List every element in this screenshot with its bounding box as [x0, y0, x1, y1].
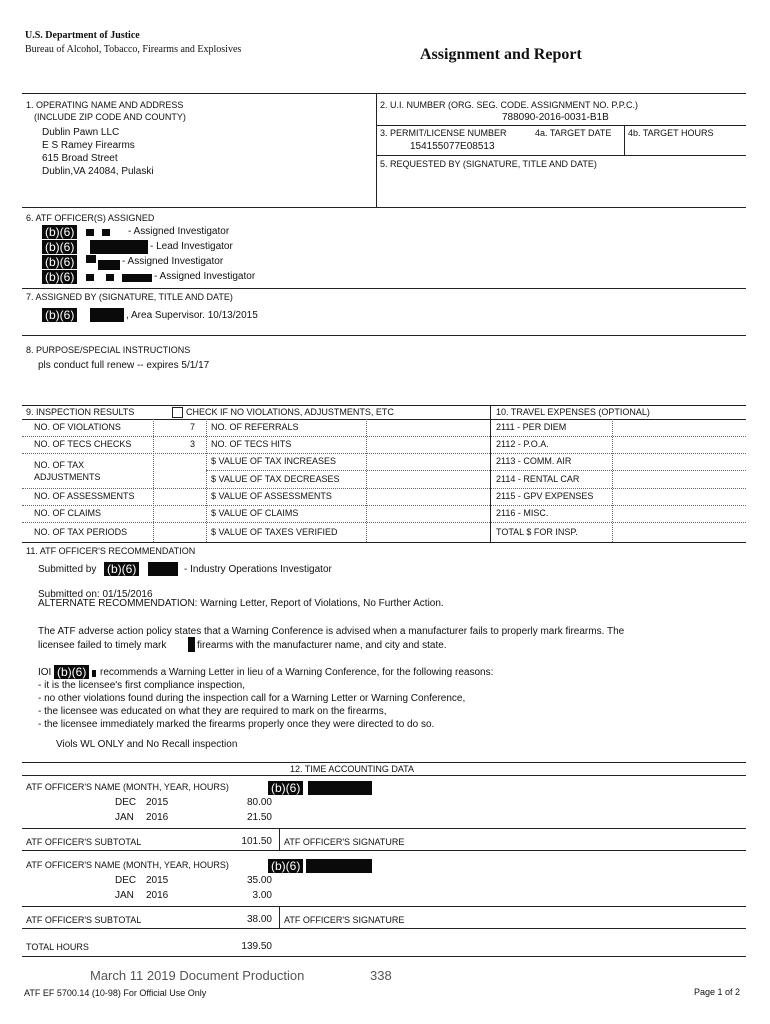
redaction-block: (b)(6) — [54, 665, 89, 679]
section1-label: 1. OPERATING NAME AND ADDRESS — [26, 100, 184, 110]
referrals-label: NO. OF REFERRALS — [211, 422, 299, 432]
section2-bottom — [376, 125, 746, 126]
reason-item: - no other violations found during the inspection call for a Warning Letter or Warning Conference, — [38, 693, 466, 704]
table-row-line — [206, 453, 746, 454]
total-hours-value: 139.50 — [241, 941, 272, 952]
per-diem-label: 2111 - PER DIEM — [496, 422, 567, 432]
target-divider — [624, 125, 625, 155]
section3-label: 3. PERMIT/LICENSE NUMBER — [380, 128, 507, 138]
officer-role: - Assigned Investigator — [128, 226, 230, 237]
redaction-block — [148, 562, 178, 576]
reason-item: - it is the licensee's first compliance inspection, — [38, 680, 245, 691]
production-page-number: 338 — [370, 968, 392, 983]
redaction-block — [306, 859, 372, 873]
table-row-line — [22, 488, 746, 489]
city-state-zip: Dublin,VA 24084, Pulaski — [42, 166, 154, 177]
table-bottom — [22, 956, 746, 957]
redaction-block — [90, 308, 124, 322]
violations-label: NO. OF VIOLATIONS — [34, 422, 121, 432]
tax-increases-label: $ VALUE OF TAX INCREASES — [211, 456, 337, 466]
year: 2016 — [146, 890, 169, 901]
month: DEC — [115, 797, 137, 808]
assigned-by: , Area Supervisor. 10/13/2015 — [126, 310, 258, 321]
table-row-line — [22, 436, 746, 437]
section12-top — [22, 762, 746, 763]
policy-text-line1: The ATF adverse action policy states that a Warning Conference is advised when a manufacturer fails to properly mark firearms. The — [38, 626, 625, 637]
alternate-recommendation: ALTERNATE RECOMMENDATION: Warning Letter, Report of Violations, No Further Action. — [38, 598, 444, 609]
section7-label: 7. ASSIGNED BY (SIGNATURE, TITLE AND DATE) — [26, 292, 233, 302]
tecs-checks-count: 3 — [190, 439, 196, 449]
redaction-block — [90, 240, 148, 254]
section12-label: 12. TIME ACCOUNTING DATA — [290, 764, 415, 774]
officer-role: - Lead Investigator — [150, 241, 233, 252]
tecs-checks-label: NO. OF TECS CHECKS — [34, 439, 132, 449]
year: 2015 — [146, 797, 169, 808]
row-divider — [22, 828, 746, 829]
redaction-block: (b)(6) — [42, 240, 77, 254]
permit-number: 154155077E08513 — [410, 141, 495, 152]
reason-item: - the licensee immediately marked the firearms properly once they were directed to do so. — [38, 719, 435, 730]
table-col-line — [612, 419, 613, 542]
tecs-hits-label: NO. OF TECS HITS — [211, 439, 292, 449]
policy-text-line2b: firearms with the manufacturer name, and city and state. — [197, 640, 447, 651]
tax-adjustments-label: NO. OF TAX — [34, 460, 85, 470]
ioi-prefix: IOI — [38, 667, 52, 678]
redaction-block — [188, 637, 195, 652]
subtotal-value: 38.00 — [246, 914, 272, 925]
table-col-line — [153, 419, 154, 542]
section6-bottom — [22, 288, 746, 289]
month: JAN — [115, 812, 134, 823]
table-border — [22, 542, 746, 543]
table-row-line — [22, 453, 206, 454]
business-name: E S Ramey Firearms — [42, 140, 135, 151]
table-row-line — [22, 505, 746, 506]
redaction-block: (b)(6) — [268, 859, 303, 873]
hours: 3.00 — [252, 890, 272, 901]
box-bottom-border — [22, 207, 746, 208]
redaction-block: (b)(6) — [268, 781, 303, 795]
signature-divider — [279, 828, 280, 850]
reason-item: - the licensee was educated on what they are required to mark on the firearms, — [38, 706, 387, 717]
section10-label: 10. TRAVEL EXPENSES (OPTIONAL) — [496, 407, 650, 417]
officer-role: - Assigned Investigator — [122, 256, 224, 267]
poa-label: 2112 - P.O.A. — [496, 439, 549, 449]
row-divider — [22, 850, 746, 851]
table-col-line — [490, 405, 491, 542]
box-divider — [376, 93, 377, 207]
signature-divider — [279, 906, 280, 928]
section8-label: 8. PURPOSE/SPECIAL INSTRUCTIONS — [26, 345, 191, 355]
row-divider — [22, 928, 746, 929]
claims-value-label: $ VALUE OF CLAIMS — [211, 508, 299, 518]
officer-name-label: ATF OFFICER'S NAME (MONTH, YEAR, HOURS) — [26, 782, 229, 792]
misc-label: 2116 - MISC. — [496, 508, 549, 518]
redaction-block — [86, 229, 94, 236]
table-border — [22, 419, 746, 420]
redaction-block — [106, 274, 114, 281]
section9-label: 9. INSPECTION RESULTS — [26, 407, 135, 417]
redaction-block — [86, 274, 94, 281]
special-instructions: pls conduct full renew -- expires 5/1/17 — [38, 360, 210, 371]
street-address: 615 Broad Street — [42, 153, 118, 164]
form-number: ATF EF 5700.14 (10-98) For Official Use Only — [24, 988, 207, 998]
comm-air-label: 2113 - COMM. AIR — [496, 456, 572, 466]
section8-bottom — [22, 405, 746, 406]
hours: 35.00 — [246, 875, 272, 886]
redaction-block — [122, 274, 152, 282]
rental-car-label: 2114 - RENTAL CAR — [496, 474, 580, 484]
section7-bottom — [22, 335, 746, 336]
redaction-block — [92, 670, 96, 677]
year: 2015 — [146, 875, 169, 886]
redaction-block — [308, 781, 372, 795]
ioi-recommendation: recommends a Warning Letter in lieu of a Warning Conference, for the following reasons: — [100, 667, 494, 678]
total-insp-label: TOTAL $ FOR INSP. — [496, 527, 578, 537]
officer-name-label: ATF OFFICER'S NAME (MONTH, YEAR, HOURS) — [26, 860, 229, 870]
month: JAN — [115, 890, 134, 901]
section3-bottom — [376, 155, 746, 156]
taxes-verified-label: $ VALUE OF TAXES VERIFIED — [211, 527, 338, 537]
tax-periods-label: NO. OF TAX PERIODS — [34, 527, 128, 537]
operator-name: Dublin Pawn LLC — [42, 127, 120, 138]
redaction-block: (b)(6) — [42, 225, 77, 239]
redaction-block — [102, 229, 110, 236]
signature-label: ATF OFFICER'S SIGNATURE — [284, 837, 405, 847]
bureau-name: Bureau of Alcohol, Tobacco, Firearms and Explosives — [25, 44, 242, 55]
assessments-label: NO. OF ASSESSMENTS — [34, 491, 135, 501]
section6-label: 6. ATF OFFICER(S) ASSIGNED — [26, 213, 155, 223]
claims-label: NO. OF CLAIMS — [34, 508, 102, 518]
tax-adjustments-label-2: ADJUSTMENTS — [34, 472, 101, 482]
submitted-by-prefix: Submitted by — [38, 564, 97, 575]
table-row-line — [22, 522, 746, 523]
month: DEC — [115, 875, 137, 886]
officer-role: - Assigned Investigator — [154, 271, 256, 282]
ui-number: 788090-2016-0031-B1B — [502, 112, 609, 123]
table-col-line — [206, 419, 207, 542]
section12-header-bottom — [22, 775, 746, 776]
department-name: U.S. Department of Justice — [25, 30, 140, 41]
production-stamp: March 11 2019 Document Production — [90, 968, 305, 983]
hours: 21.50 — [246, 812, 272, 823]
submitted-on: Submitted on: 01/15/2016 — [38, 589, 153, 600]
subtotal-label: ATF OFFICER'S SUBTOTAL — [26, 837, 142, 847]
redaction-block: (b)(6) — [42, 255, 77, 269]
table-row-line — [206, 470, 746, 471]
redaction-block — [86, 255, 96, 263]
redaction-block — [98, 260, 120, 270]
redaction-block: (b)(6) — [42, 270, 77, 284]
signature-label: ATF OFFICER'S SIGNATURE — [284, 915, 405, 925]
hours: 80.00 — [246, 797, 272, 808]
total-hours-label: TOTAL HOURS — [26, 942, 89, 952]
violations-count: 7 — [190, 422, 196, 432]
section11-label: 11. ATF OFFICER'S RECOMMENDATION — [26, 546, 196, 556]
year: 2016 — [146, 812, 169, 823]
no-violations-label: CHECK IF NO VIOLATIONS, ADJUSTMENTS, ETC — [186, 407, 394, 417]
redaction-block: (b)(6) — [42, 308, 77, 322]
assessments-value-label: $ VALUE OF ASSESSMENTS — [211, 491, 332, 501]
section2-label: 2. U.I. NUMBER (ORG. SEG. CODE. ASSIGNMENT NO. P.P.C.) — [380, 100, 639, 110]
top-border — [22, 93, 746, 94]
subtotal-label: ATF OFFICER'S SUBTOTAL — [26, 915, 142, 925]
table-col-line — [366, 419, 367, 542]
row-divider — [22, 906, 746, 907]
section5-label: 5. REQUESTED BY (SIGNATURE, TITLE AND DATE) — [380, 159, 597, 169]
page-indicator: Page 1 of 2 — [694, 987, 741, 997]
redaction-block: (b)(6) — [104, 562, 139, 576]
closing-note: Viols WL ONLY and No Recall inspection — [56, 739, 238, 750]
target-date-label: 4a. TARGET DATE — [535, 128, 612, 138]
target-hours-label: 4b. TARGET HOURS — [628, 128, 714, 138]
gpv-expenses-label: 2115 - GPV EXPENSES — [496, 491, 594, 501]
form-title: Assignment and Report — [420, 46, 582, 63]
subtotal-value: 101.50 — [241, 836, 272, 847]
no-violations-checkbox[interactable] — [172, 407, 183, 418]
submitted-by-title: - Industry Operations Investigator — [184, 564, 332, 575]
tax-decreases-label: $ VALUE OF TAX DECREASES — [211, 474, 340, 484]
section1-sublabel: (INCLUDE ZIP CODE AND COUNTY) — [34, 112, 186, 122]
policy-text-line2a: licensee failed to timely mark — [38, 640, 167, 651]
